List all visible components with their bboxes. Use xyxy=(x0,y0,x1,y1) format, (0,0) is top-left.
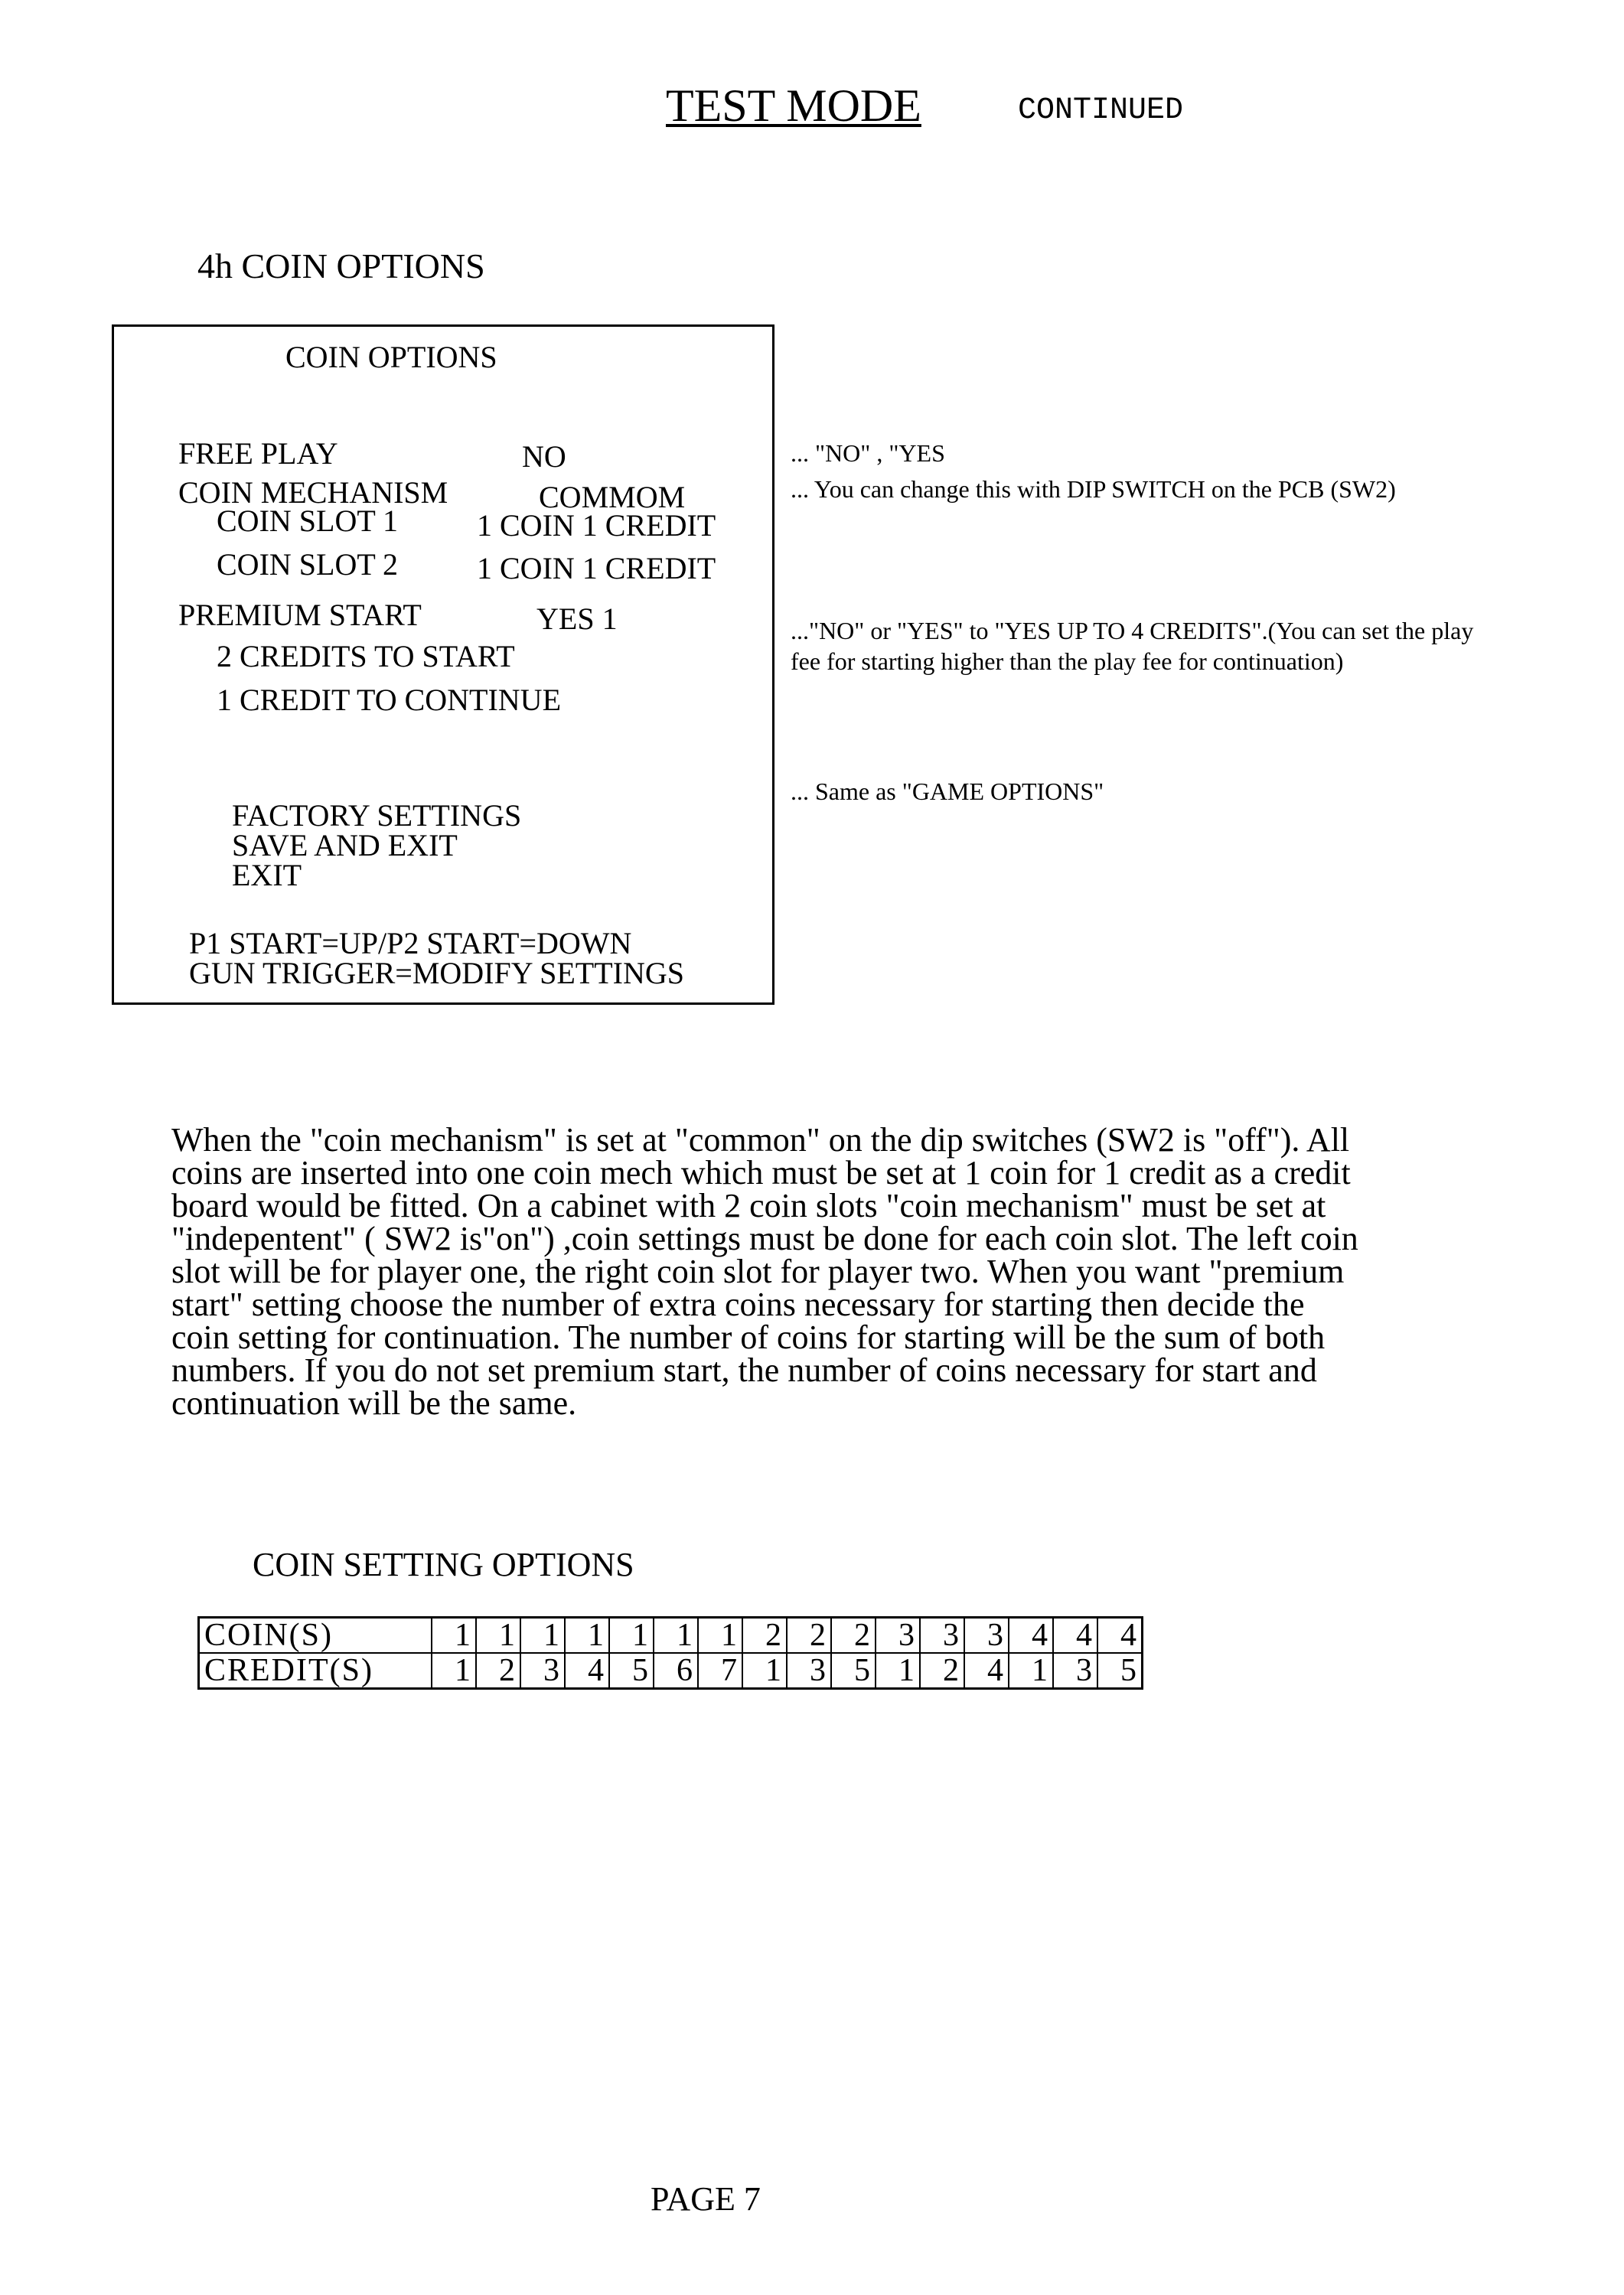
paragraph-line: coin setting for continuation. The number of coins for starting will be the sum of both xyxy=(171,1319,1326,1356)
credits-cell: 7 xyxy=(698,1653,742,1689)
paragraph-line: When the "coin mechanism" is set at "common" on the dip switches (SW2 is "off"). All xyxy=(171,1121,1350,1159)
credits-cell: 1 xyxy=(432,1653,476,1689)
credit-to-continue: 1 CREDIT TO CONTINUE xyxy=(217,683,561,717)
paragraph-line: continuation will be the same. xyxy=(171,1384,577,1422)
coin-mechanism-label: COIN MECHANISM xyxy=(178,475,448,510)
paragraph-line: board would be fitted. On a cabinet with 2 coin slots "coin mechanism" must be set at xyxy=(171,1187,1326,1224)
credits-cell: 1 xyxy=(742,1653,787,1689)
section-heading: 4h COIN OPTIONS xyxy=(197,246,485,285)
credits-row xyxy=(199,1653,1143,1689)
menu-title: COIN OPTIONS xyxy=(285,340,497,374)
credits-cell: 6 xyxy=(654,1653,698,1689)
coins-cell: 3 xyxy=(876,1618,920,1654)
coin-table-heading: COIN SETTING OPTIONS xyxy=(253,1546,634,1583)
premium-start-value: YES 1 xyxy=(536,601,618,636)
page-number: PAGE 7 xyxy=(651,2180,761,2218)
note-premium-start-2: fee for starting higher than the play fee for continuation) xyxy=(791,647,1344,675)
free-play-label: FREE PLAY xyxy=(178,436,338,471)
credits-cell: 2 xyxy=(476,1653,520,1689)
coin-options-screen xyxy=(112,324,774,1005)
coins-cell: 4 xyxy=(1009,1618,1053,1654)
controls-line-2: GUN TRIGGER=MODIFY SETTINGS xyxy=(189,956,685,990)
coins-row-header: COIN(S) xyxy=(199,1618,432,1654)
credits-cell: 4 xyxy=(565,1653,609,1689)
coins-cell: 2 xyxy=(831,1618,876,1654)
note-factory: ... Same as "GAME OPTIONS" xyxy=(791,777,1104,805)
coin-slot-2-value: 1 COIN 1 CREDIT xyxy=(477,551,716,585)
coin-setting-table xyxy=(197,1616,1143,1690)
coin-slot-1-value: 1 COIN 1 CREDIT xyxy=(477,508,716,543)
explanation-paragraph xyxy=(171,1123,1557,1420)
credits-cell: 2 xyxy=(920,1653,964,1689)
credits-to-start: 2 CREDITS TO START xyxy=(217,639,515,673)
paragraph-line: coins are inserted into one coin mech which must be set at 1 coin for 1 credit as a credit xyxy=(171,1154,1351,1192)
page-title: TEST MODE xyxy=(666,80,921,131)
free-play-value: NO xyxy=(522,439,566,474)
coins-cell: 1 xyxy=(565,1618,609,1654)
credits-cell: 5 xyxy=(831,1653,876,1689)
credits-cell: 3 xyxy=(1053,1653,1097,1689)
credits-cell: 3 xyxy=(787,1653,831,1689)
premium-start-label: PREMIUM START xyxy=(178,598,422,632)
credits-row-header: CREDIT(S) xyxy=(199,1653,432,1689)
coins-cell: 3 xyxy=(964,1618,1009,1654)
controls-line-1: P1 START=UP/P2 START=DOWN xyxy=(189,926,632,960)
coins-cell: 2 xyxy=(787,1618,831,1654)
credits-cell: 1 xyxy=(1009,1653,1053,1689)
note-premium-start-1: ..."NO" or "YES" to "YES UP TO 4 CREDITS".(You can set the play xyxy=(791,617,1474,644)
coin-slot-2-label: COIN SLOT 2 xyxy=(217,547,399,582)
coin-slot-1-label: COIN SLOT 1 xyxy=(217,504,399,538)
note-coin-mechanism: ... You can change this with DIP SWITCH on the PCB (SW2) xyxy=(791,475,1396,503)
coins-cell: 4 xyxy=(1053,1618,1097,1654)
paragraph-line: start" setting choose the number of extra coins necessary for starting then decide the xyxy=(171,1286,1305,1323)
credits-cell: 1 xyxy=(876,1653,920,1689)
credits-cell: 3 xyxy=(520,1653,565,1689)
credits-cell: 5 xyxy=(609,1653,654,1689)
coins-cell: 1 xyxy=(432,1618,476,1654)
paragraph-line: "indepentent" ( SW2 is"on") ,coin settings must be done for each coin slot. The left coin xyxy=(171,1220,1358,1257)
exit-item: EXIT xyxy=(232,858,302,892)
coin-mechanism-value: COMMOM xyxy=(539,480,686,514)
coins-cell: 2 xyxy=(742,1618,787,1654)
coins-cell: 1 xyxy=(609,1618,654,1654)
coins-cell: 1 xyxy=(698,1618,742,1654)
credits-cell: 4 xyxy=(964,1653,1009,1689)
coins-row xyxy=(199,1618,1143,1654)
save-and-exit: SAVE AND EXIT xyxy=(232,828,458,862)
note-free-play: ... "NO" , "YES xyxy=(791,439,945,467)
coins-cell: 1 xyxy=(476,1618,520,1654)
continued-label: CONTINUED xyxy=(1018,93,1184,128)
paragraph-line: slot will be for player one, the right coin slot for player two. When you want "premium xyxy=(171,1253,1345,1290)
coins-cell: 1 xyxy=(654,1618,698,1654)
paragraph-line: numbers. If you do not set premium start, the number of coins necessary for start and xyxy=(171,1351,1317,1389)
factory-settings: FACTORY SETTINGS xyxy=(232,798,522,833)
coins-cell: 4 xyxy=(1097,1618,1143,1654)
credits-cell: 5 xyxy=(1097,1653,1143,1689)
coins-cell: 1 xyxy=(520,1618,565,1654)
coins-cell: 3 xyxy=(920,1618,964,1654)
